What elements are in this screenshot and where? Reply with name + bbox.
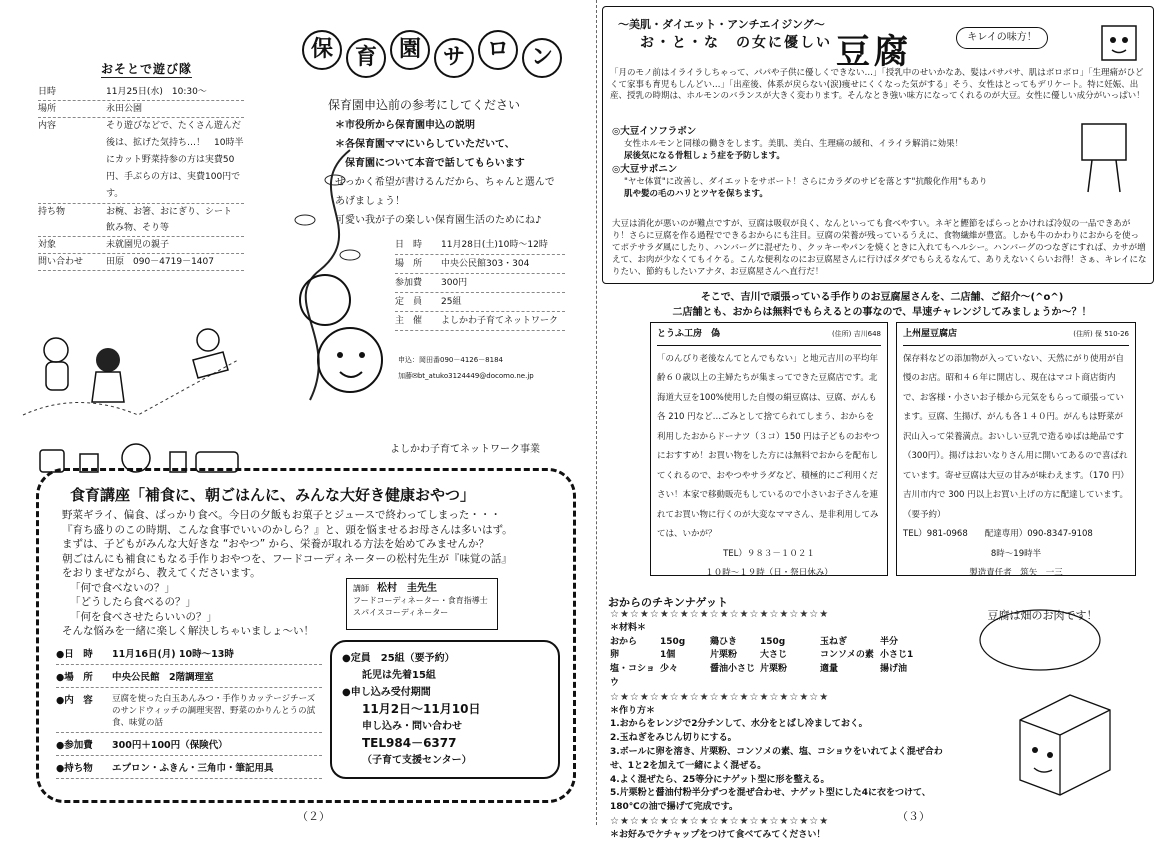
shop-address: (住所) 保 510-26 <box>1073 330 1129 338</box>
tofu-sketch-illustration <box>960 600 1145 800</box>
shokuiku-body: 野菜ギライ、偏食、ばっかり食べ。今日の夕飯もお菓子とジュースで終わってしまった・・・ 『育ち盛りのこの時期、こんな食事でいいのかしら？』と、頭を悩ませるお母さんは多いはず。 まずは、子どもがみんな大好きな “おやつ” から、栄養が取れる方法を始めてみませんか？ 朝ごはんにも補食にもなる手作りおやつを、フードコーディネーターの松村先生が『味覚の話』 をおりまぜながら、教えてくださいます。 「何で食べないの？」 「どうしたら食べるの？」 「何を食べさせたらいいの？」 そんな悩みを一緒に楽しく解決しちゃいましょ～い！ <box>62 509 513 637</box>
recipe-step: 2.玉ねぎをみじん切りにする。 <box>610 733 737 744</box>
shop-phone: TEL）９８３－１０２１ <box>723 548 815 559</box>
shop-description: 「のんびり老後なんてとんでもない」と地元吉川の平均年齢６０歳以上の主婦たちが集まってできた豆腐店です。北海道大豆を100%使用した自慢の絹豆腐は、豆腐、がんも各 210 円など…ごみとして捨てられてしまう、おからを利用したおからドーナツ（３コ）150 円は子どものおやつにおすすめ！お買い物をした方には無料でおからを配布してくれるので、おやつやサラダなど、積極的にご利用ください！本家で移動販売もしているので小さいお子さんを連れてお買い物に行くのが大変なママさん、是非利用してみては、いかが？ <box>657 353 880 539</box>
shokuiku-title: 食育講座「補食に、朝ごはんに、みんな大好き健康おやつ」 <box>70 486 476 504</box>
shop-card-left <box>650 322 888 576</box>
shops-intro: そこで、吉川で頑張っている手作りのお豆腐屋さんを、二店舗、ご紹介～(^o^) 二店舗とも、おからは無料でもらえるとの事なので、早速チャレンジしてみましょうか～？！ <box>672 292 1092 318</box>
salon-title: 保 育 園 サ ロ ン <box>302 30 562 78</box>
lecturer-box: 講師 松村 圭先生 フードコーディネーター・食育指導士 スパイスコーディネーター <box>346 578 498 630</box>
shop-name: とうふ工房 偽 <box>657 329 721 339</box>
shop-hours: 8時～19時半 <box>990 548 1042 559</box>
tofu-subtitle: ～美肌・ダイエット・アンチエイジング～ <box>618 18 825 31</box>
recipe-note: ＊お好みでケチャップをつけて食べてみてください！ <box>610 829 826 840</box>
application-box: ●定員 25組（要予約） 託児は先着15組 ●申し込み受付期間 11月2日～11月10日 申し込み・問い合わせ TEL984－6377 （子育て支援センター） <box>330 640 560 779</box>
osoto-row: 対象 未就園児の親子 <box>38 237 244 254</box>
salon-contact: 申込：岡田番090－4126－8184 加藤✉bt_atuko3124449@docomo.ne.jp <box>398 356 534 380</box>
osoto-row: 持ち物 お椀、お箸、おにぎり、シート 飲み物、そり等 <box>38 204 244 237</box>
recipe-step: 1.おからをレンジで2分チンして、水分をとばし冷ましておく。 <box>610 719 868 730</box>
salon-description: ＊市役所から保育園申込の説明 ＊各保育園ママにいらしていただいて、 保育園について本音で話してもらいます せっかく希望が書けるんだから、ちゃんと選んで あげましょう！ 可愛い我が子の楽しい保育園生活のためにね♪ <box>335 120 555 226</box>
star-border: ☆★☆★☆★☆★☆★☆★☆★☆★☆★☆★☆★ <box>610 609 830 620</box>
vine-illustration <box>280 150 390 410</box>
osoto-row: 内容 そり遊びなどで、たくさん遊んだ後は、拡げた気持ち…！ 10時半にカット野菜持参の方は実費50円、手ぶらの方は、実費100円です。 <box>38 118 244 204</box>
tofu-face-icon <box>1100 24 1140 64</box>
osoto-table <box>38 84 244 271</box>
page-number-2: （２） <box>297 810 330 823</box>
osoto-title: おそとで遊び隊 <box>101 62 193 76</box>
shop-hours: １０時～１９時（日・祭日休み） <box>705 568 833 578</box>
network-label: よしかわ子育てネットワーク事業 <box>390 444 540 455</box>
speech-bubble: キレイの味方！ <box>956 27 1048 49</box>
materials-list: おから 150g 鶏ひき 150g 玉ねぎ 半分 卵 1個 片栗粉 大さじ コンソメの素 小さじ1 塩・コショウ 少々 醤油小さじ 片栗粉 適量 揚げ油 <box>610 636 914 688</box>
salon-subtitle: 保育園申込前の参考にしてください <box>328 98 521 112</box>
shokuiku-details: ●日 時 11月16日(月) 10時～13時 ●場 所 中央公民館 2階調理室 ●内 容 豆腐を使った白玉あんみつ・手作りカッテージチーズのサンドウィッチの調理実習、野菜のかりんとうの試食、味覚の話 ●参加費 300円＋100円（保険代） ●持ち物 エプロン・ふきん・三角巾・筆記用具 <box>56 642 322 779</box>
recipe-step: 3.ボールに卵を溶き、片栗粉、コンソメの素、塩、コショウをいれてよく混ぜ合わせ、1と2を加えて一緒によく混ぜる。 <box>610 746 943 771</box>
tofu-character-illustration <box>1072 112 1152 212</box>
sketch-caption: 豆腐は畑のお肉です！ <box>987 609 1098 622</box>
tofu-title: 豆腐 <box>836 32 912 72</box>
tofu-paragraph: 大豆は消化が悪いのが難点ですが、豆腐は吸収が良く、なんといっても食べやすい。ネギと鰹節をぱらっとかければ冷奴の一品できあがり！さらに豆腐を作る過程でできるおからにも注目。豆腐の栄養が残っているうえに、食物繊維が豊富。しかも牛のかわりにおからを使ってポテサラダ風にしたり、ハンバーグに混ぜたり、クッキーやパンを焼くときに入れてもヘルシー。ハンバーグのつなぎにすれば、カサが増えて、お肉が少なくてもイケる。こんな便利なのにお豆腐屋さんに行けばタダでもらえるなんて、ありえないくらいお得！さぁ、キレイになりたい、節約もしたいアナタ、お豆腐屋さんへ直行だ！ <box>612 219 1147 277</box>
tofu-heading: お・と・な の女に優しい <box>640 35 832 51</box>
nugget-title: おからのチキンナゲット <box>608 596 729 609</box>
recipe-step: 4.よく混ぜたら、25等分にナゲット型に形を整える。 <box>610 774 830 785</box>
shop-owner: 製造責任者 筑矢 一三 <box>969 568 1063 578</box>
recipe-step: 5.片栗粉と醤油付粉半分ずつを混ぜ合わせ、ナゲット型にした4に衣をつけて、180℃の油で揚げて完成です。 <box>610 788 931 813</box>
kitchen-icons <box>36 438 246 478</box>
salon-details: 日 時 11月28日(土)10時～12時 場 所 中央公民館303・304 参加費 300円 定 員 25組 主 催 よしかわ子育てネットワーク <box>395 236 565 331</box>
shop-address: (住所) 吉川648 <box>831 330 881 338</box>
shop-card-right <box>896 322 1136 576</box>
tofu-intro: 「月のモノ前はイライラしちゃって、パパや子供に優しくできない…」「授乳中のせいかなあ、髪はパサパサ、肌はボロボロ」「生理痛がひどくて家事も育児もしんどい…」「出産後、体系が戻らない(涙)痩せにくくなった気がする」そう、女性はとってもデリケート。特に妊娠、出産、授乳の時期は、ホルモンのバランスが大きく変わります。そんなとき強い味方になってくれるのが大豆。女性に優しい成分がいっぱい！ <box>610 68 1145 101</box>
page-divider <box>596 0 597 825</box>
shop-description: 保存料などの添加物が入っていない、天然にがり使用が自慢のお店。昭和４６年に開店し、現在はマコト商店街内で、お客様・小さいお子様から元気をもらって頑張っています。豆腐、生揚げ、がんも各１４０円。がんもは野菜が沢山入って栄養満点。おいしい豆乳で造るゆばは絶品です（300円）。揚げはおいなりさん用に開いてあるので喜ばれています。寄せ豆腐は大豆の甘みが味わえます。（170 円）吉川市内で 300 円以上お買い上げの方に配達しています。（要予約） <box>903 353 1129 520</box>
osoto-row: 問い合わせ 田原 090－4719－1407 <box>38 254 244 271</box>
shop-name: 上州屋豆腐店 <box>903 329 958 339</box>
kids-illustration <box>18 320 248 425</box>
osoto-row: 場所 永田公園 <box>38 101 244 118</box>
soy-nutrients: ◎大豆イソフラボン 女性ホルモンと同様の働きをします。美肌、美白、生理痛の緩和、イライラ解消に効果！ 尿後気になる骨粗しょう症を予防します。 ◎大豆サポニン "ヤセ体質"に改善し、ダイエットをサポート！さらにカラダのサビを落とす"抗酸化作用"もあり 肌や髪の毛のハリとツヤを保ちます。 <box>612 126 988 199</box>
page-number-3: （３） <box>897 810 930 823</box>
osoto-row: 日時 11月25日(水) 10:30～ <box>38 84 244 101</box>
shop-phone: TEL）981-0968 配達専用）090-8347-9108 <box>903 529 1093 539</box>
nugget-recipe: ☆★☆★☆★☆★☆★☆★☆★☆★☆★☆★☆★ ＊材料＊ おから 150g 鶏ひき 150g 玉ねぎ 半分 卵 1個 片栗粉 大さじ コンソメの素 小さじ1 塩・コショウ 少々 醤油小さじ 片栗粉 適量 揚げ油 ☆★☆★☆★☆★☆★☆★☆★☆★☆★☆★☆★ ＊作り方＊ 1.おからをレンジで2分チンして、水分をとばし冷ましておく。 2.玉ねぎをみじん切りにする。 3.ボールに卵を溶き、片栗粉、コンソメの素、塩、コショウをいれてよく混ぜ合わせ、1と2を加えて一緒によく混ぜる。 4.よく混ぜたら、25等分にナゲット型に形を整える。 5.片栗粉と醤油付粉半分ずつを混ぜ合わせ、ナゲット型にした4に衣をつけて、180℃の油で揚げて完成です。 ☆★☆★☆★☆★☆★☆★☆★☆★☆★☆★☆★ ＊お好みでケチャップをつけて食べてみてください！ <box>610 608 950 843</box>
